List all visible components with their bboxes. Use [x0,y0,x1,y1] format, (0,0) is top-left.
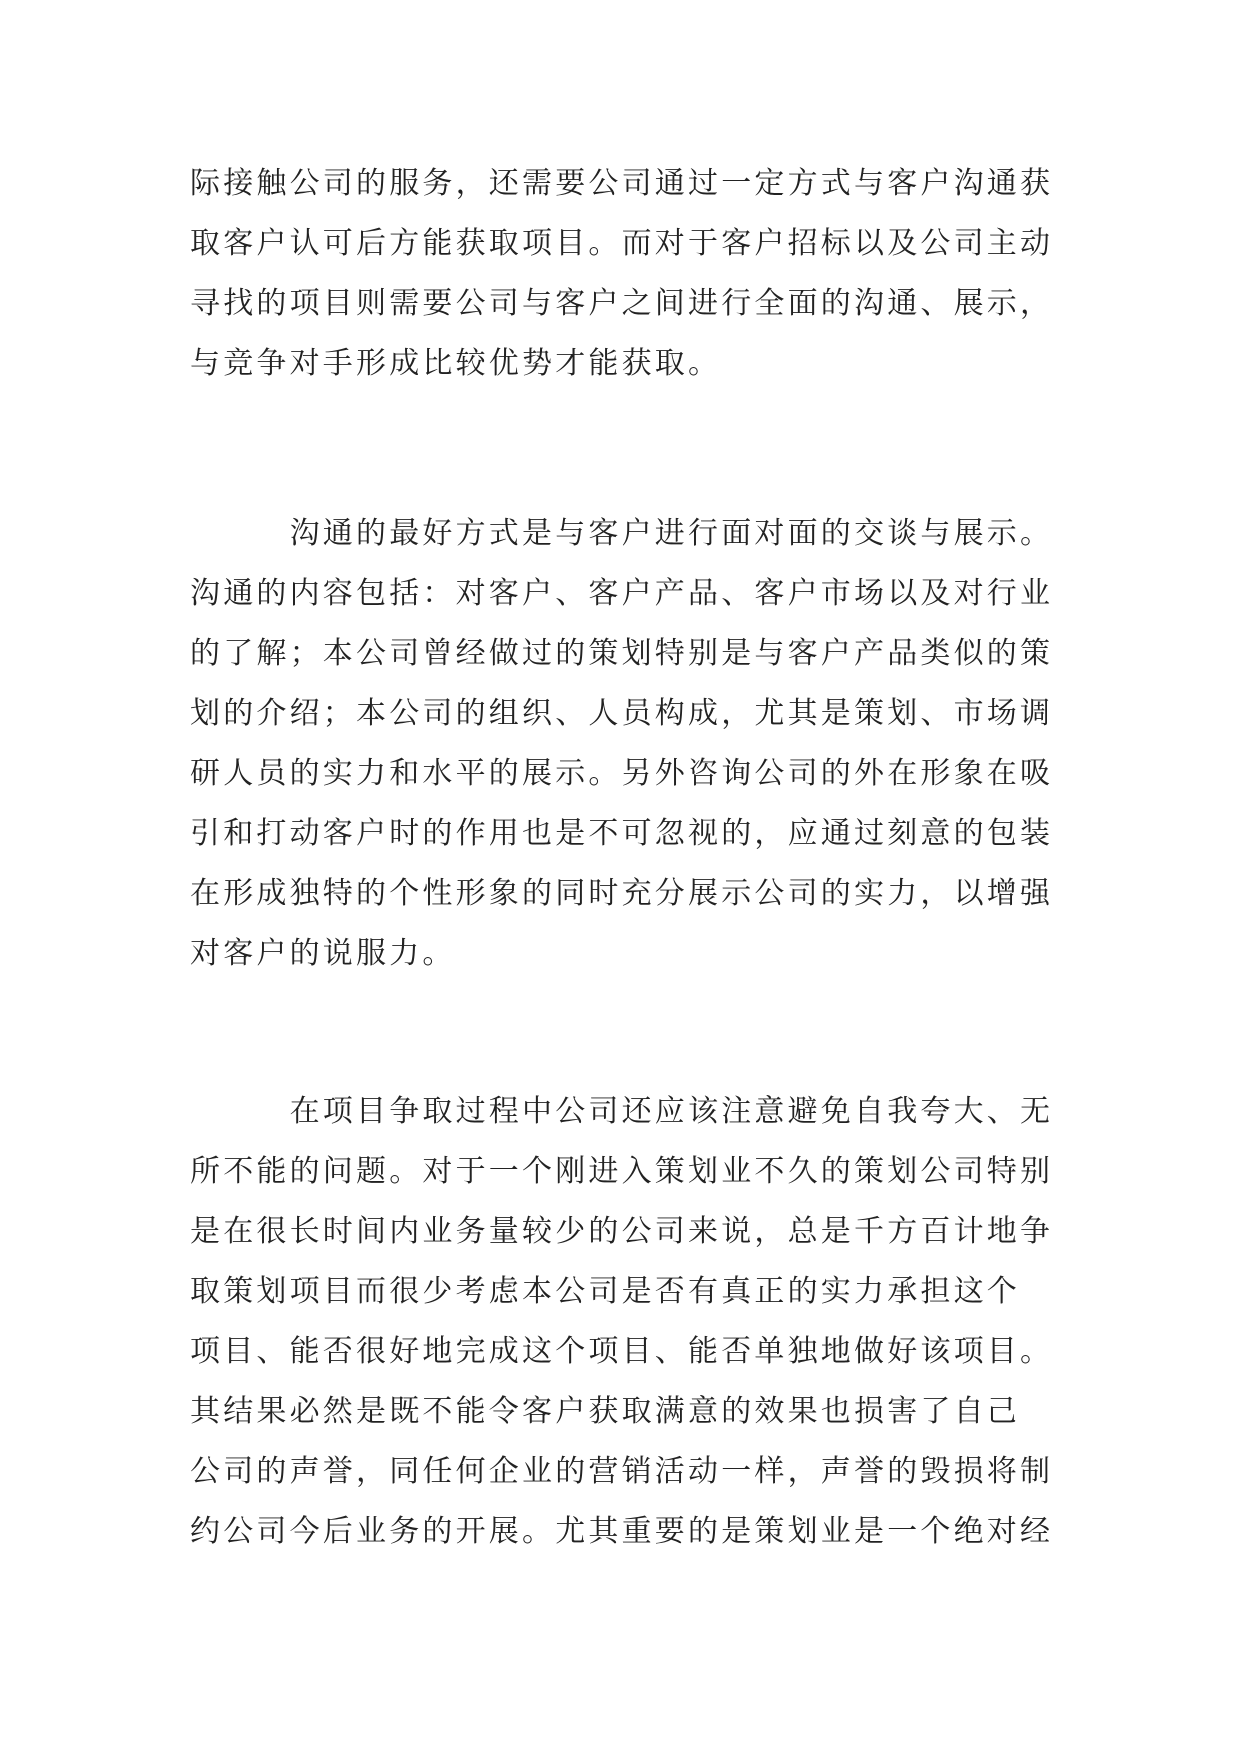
text-line: 在形成独特的个性形象的同时充分展示公司的实力，以增强 [190,876,1054,911]
text-line: 际接触公司的服务，还需要公司通过一定方式与客户沟通获 [190,166,1054,201]
paragraph-3 [190,1082,1054,1562]
text-line: 与竞争对手形成比较优势才能获取。 [190,346,722,381]
text-line: 取策划项目而很少考虑本公司是否有真正的实力承担这个 [190,1274,1020,1309]
text-line: 划的介绍；本公司的组织、人员构成，尤其是策划、市场调 [190,696,1054,731]
text-line: 取客户认可后方能获取项目。而对于客户招标以及公司主动 [190,226,1054,261]
text-line: 公司的声誉，同任何企业的营销活动一样，声誉的毁损将制 [190,1454,1054,1489]
paragraph-1 [190,154,1054,394]
text-line: 约公司今后业务的开展。尤其重要的是策划业是一个绝对经 [190,1514,1054,1549]
text-line: 所不能的问题。对于一个刚进入策划业不久的策划公司特别 [190,1154,1054,1189]
text-line: 引和打动客户时的作用也是不可忽视的，应通过刻意的包装 [190,816,1054,851]
text-line: 沟通的内容包括：对客户、客户产品、客户市场以及对行业 [190,576,1054,611]
text-line: 沟通的最好方式是与客户进行面对面的交谈与展示。 [190,516,1054,551]
text-line: 的了解；本公司曾经做过的策划特别是与客户产品类似的策 [190,636,1054,671]
text-line: 在项目争取过程中公司还应该注意避免自我夸大、无 [190,1094,1054,1129]
text-line: 对客户的说服力。 [190,936,456,971]
text-line: 寻找的项目则需要公司与客户之间进行全面的沟通、展示， [190,286,1054,321]
text-line: 项目、能否很好地完成这个项目、能否单独地做好该项目。 [190,1334,1054,1369]
text-line: 其结果必然是既不能令客户获取满意的效果也损害了自己 [190,1394,1020,1429]
text-line: 是在很长时间内业务量较少的公司来说，总是千方百计地争 [190,1214,1054,1249]
text-line: 研人员的实力和水平的展示。另外咨询公司的外在形象在吸 [190,756,1054,791]
paragraph-2 [190,504,1054,984]
